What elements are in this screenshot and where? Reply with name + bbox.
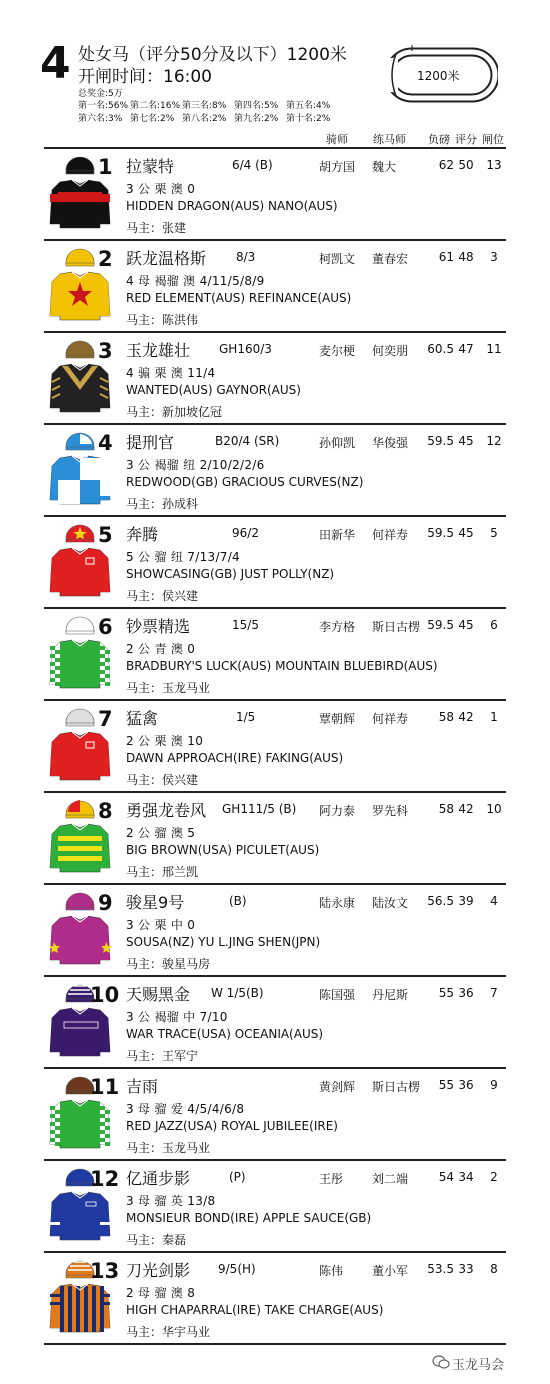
- column-gate: 闸位: [482, 133, 504, 146]
- trainer-name: 董小军: [372, 1264, 409, 1278]
- runner-row: [44, 791, 506, 883]
- trainer-name: 陆汝文: [372, 896, 409, 910]
- barrier-gate: 8: [490, 1262, 498, 1276]
- horse-rating-code: B20/4 (SR): [215, 434, 280, 448]
- horse-name: 奔腾: [126, 525, 159, 544]
- horse-rating-code: 8/3: [236, 250, 256, 264]
- saddle-number: 9: [98, 891, 113, 915]
- barrier-gate: 3: [490, 250, 498, 264]
- horse-pedigree: BRADBURY'S LUCK(AUS) MOUNTAIN BLUEBIRD(AUS): [126, 659, 438, 673]
- barrier-gate: 12: [486, 434, 502, 448]
- runner-row: [44, 147, 506, 239]
- trainer-name: 刘二端: [372, 1172, 409, 1186]
- horse-name: 提刑官: [126, 433, 175, 452]
- horse-details: 3 母 骝 爱 4/5/4/6/8: [126, 1102, 245, 1116]
- horse-score: 36: [458, 1078, 474, 1092]
- jockey-name: 陈国强: [319, 988, 356, 1002]
- horse-rating-code: 96/2: [232, 526, 259, 540]
- runner-row: [44, 1251, 506, 1343]
- column-weight: 负磅: [428, 133, 450, 146]
- runner-row: [44, 515, 506, 607]
- horse-rating-code: GH111/5 (B): [222, 802, 297, 816]
- saddle-number: 11: [90, 1075, 120, 1099]
- horse-name: 拉蒙特: [126, 157, 175, 176]
- horse-pedigree: WAR TRACE(USA) OCEANIA(AUS): [126, 1027, 324, 1041]
- carried-weight: 54: [438, 1170, 454, 1184]
- horse-name: 勇强龙卷风: [126, 801, 207, 820]
- prize-share: 第六名:3%: [78, 114, 123, 124]
- trainer-name: 何祥寿: [372, 528, 409, 542]
- runner-row: [44, 975, 506, 1067]
- jockey-name: 柯凯文: [319, 252, 356, 266]
- prize-share: 第九名:2%: [234, 114, 279, 124]
- barrier-gate: 10: [486, 802, 502, 816]
- horse-details: 3 公 栗 澳 0: [126, 182, 196, 196]
- horse-pedigree: MONSIEUR BOND(IRE) APPLE SAUCE(GB): [126, 1211, 372, 1225]
- runner-row: [44, 331, 506, 423]
- prize-share: 第二名:16%: [130, 101, 181, 111]
- barrier-gate: 7: [490, 986, 498, 1000]
- barrier-gate: 6: [490, 618, 498, 632]
- jockey-name: 麦尔梗: [319, 344, 356, 358]
- horse-score: 34: [458, 1170, 474, 1184]
- horse-rating-code: (P): [229, 1170, 246, 1184]
- jockey-name: 陈伟: [319, 1264, 344, 1278]
- horse-owner: 马主：孙成科: [126, 497, 199, 511]
- horse-rating-code: W 1/5(B): [211, 986, 264, 1000]
- horse-score: 33: [458, 1262, 474, 1276]
- horse-name: 跃龙温格斯: [126, 249, 207, 268]
- saddle-number: 13: [90, 1259, 120, 1283]
- barrier-gate: 9: [490, 1078, 498, 1092]
- horse-details: 2 公 骝 澳 5: [126, 826, 196, 840]
- horse-owner: 马主：侯兴建: [126, 773, 199, 787]
- trainer-name: 斯日古楞: [372, 620, 421, 634]
- horse-score: 39: [458, 894, 474, 908]
- prize-share: 第十名:2%: [286, 114, 331, 124]
- horse-pedigree: RED JAZZ(USA) ROYAL JUBILEE(IRE): [126, 1119, 338, 1133]
- carried-weight: 59.5: [427, 434, 454, 448]
- horse-pedigree: WANTED(AUS) GAYNOR(AUS): [126, 383, 301, 397]
- carried-weight: 55: [438, 1078, 454, 1092]
- horse-name: 玉龙雄壮: [126, 341, 191, 360]
- horse-rating-code: GH160/3: [219, 342, 272, 356]
- watermark: 玉龙马会: [452, 1358, 505, 1373]
- prize-share: 第四名:5%: [234, 101, 279, 111]
- horse-score: 42: [458, 710, 474, 724]
- horse-name: 骏星9号: [126, 893, 185, 912]
- prize-share: 第三名:8%: [182, 101, 227, 111]
- carried-weight: 59.5: [427, 526, 454, 540]
- horse-score: 50: [458, 158, 474, 172]
- horse-rating-code: 15/5: [232, 618, 259, 632]
- horse-details: 3 公 褐骝 纽 2/10/2/2/6: [126, 458, 265, 472]
- horse-owner: 马主：陈洪伟: [126, 313, 199, 327]
- saddle-number: 5: [98, 523, 113, 547]
- jockey-name: 覃朝辉: [319, 712, 356, 726]
- trainer-name: 魏大: [372, 160, 397, 174]
- horse-rating-code: 1/5: [236, 710, 256, 724]
- barrier-gate: 13: [486, 158, 502, 172]
- barrier-gate: 4: [490, 894, 498, 908]
- horse-name: 亿通步影: [126, 1169, 191, 1188]
- horse-name: 天赐黑金: [126, 985, 191, 1004]
- carried-weight: 60.5: [427, 342, 454, 356]
- horse-name: 吉雨: [126, 1077, 159, 1096]
- column-jockey: 骑师: [326, 133, 348, 146]
- race-start-time: 开闸时间：16:00: [78, 67, 212, 87]
- horse-rating-code: 6/4 (B): [232, 158, 273, 172]
- prize-share: 第八名:2%: [182, 114, 227, 124]
- horse-score: 36: [458, 986, 474, 1000]
- prize-share: 第一名:56%: [78, 101, 129, 111]
- saddle-number: 6: [98, 615, 113, 639]
- horse-details: 2 公 青 澳 0: [126, 642, 196, 656]
- saddle-number: 4: [98, 431, 113, 455]
- horse-details: 2 公 栗 澳 10: [126, 734, 204, 748]
- trainer-name: 华俊强: [372, 436, 409, 450]
- saddle-number: 10: [90, 983, 120, 1007]
- carried-weight: 61: [438, 250, 454, 264]
- runner-list: [44, 147, 506, 1345]
- runner-row: [44, 607, 506, 699]
- runner-row: [44, 1159, 506, 1251]
- horse-owner: 马主：邢兰凯: [126, 865, 199, 879]
- horse-rating-code: (B): [229, 894, 247, 908]
- jockey-name: 陆永康: [319, 896, 356, 910]
- track-distance-label: 1200米: [417, 69, 460, 83]
- horse-owner: 马主：玉龙马业: [126, 681, 211, 695]
- list-bottom-rule: [44, 1343, 506, 1345]
- horse-owner: 马主：华宇马业: [126, 1325, 211, 1339]
- saddle-number: 1: [98, 155, 113, 179]
- runner-row: [44, 239, 506, 331]
- horse-owner: 马主：张建: [126, 221, 187, 235]
- horse-pedigree: SOUSA(NZ) YU L.JING SHEN(JPN): [126, 935, 321, 949]
- horse-details: 5 公 骝 纽 7/13/7/4: [126, 550, 240, 564]
- trainer-name: 何祥寿: [372, 712, 409, 726]
- jockey-name: 王彤: [319, 1172, 344, 1186]
- horse-details: 4 母 褐骝 澳 4/11/5/8/9: [126, 274, 265, 288]
- carried-weight: 55: [438, 986, 454, 1000]
- horse-owner: 马主：玉龙马业: [126, 1141, 211, 1155]
- saddle-number: 8: [98, 799, 113, 823]
- horse-owner: 马主：秦磊: [126, 1233, 187, 1247]
- trainer-name: 丹尼斯: [372, 988, 409, 1002]
- horse-score: 45: [458, 526, 474, 540]
- barrier-gate: 2: [490, 1170, 498, 1184]
- jockey-name: 李方格: [319, 620, 356, 634]
- barrier-gate: 1: [490, 710, 498, 724]
- prize-share: 第五名:4%: [286, 101, 331, 111]
- saddle-number: 2: [98, 247, 113, 271]
- horse-score: 45: [458, 618, 474, 632]
- horse-owner: 马主：骏星马房: [126, 957, 211, 971]
- horse-pedigree: REDWOOD(GB) GRACIOUS CURVES(NZ): [126, 475, 364, 489]
- trainer-name: 何奕朋: [372, 344, 409, 358]
- race-header: [0, 0, 550, 148]
- runner-row: [44, 883, 506, 975]
- wechat-icon: [432, 1354, 450, 1370]
- horse-owner: 马主：王军宁: [126, 1049, 199, 1063]
- horse-pedigree: HIGH CHAPARRAL(IRE) TAKE CHARGE(AUS): [126, 1303, 384, 1317]
- carried-weight: 53.5: [427, 1262, 454, 1276]
- horse-details: 3 母 骝 英 13/8: [126, 1194, 216, 1208]
- race-number: 4: [40, 38, 71, 89]
- horse-pedigree: SHOWCASING(GB) JUST POLLY(NZ): [126, 567, 335, 581]
- horse-pedigree: HIDDEN DRAGON(AUS) NANO(AUS): [126, 199, 338, 213]
- prize-distribution-row-1: [78, 98, 338, 111]
- prize-distribution-row-2: [78, 111, 338, 124]
- runner-row: [44, 1067, 506, 1159]
- carried-weight: 62: [438, 158, 454, 172]
- saddle-number: 7: [98, 707, 113, 731]
- horse-name: 钞票精选: [126, 617, 191, 636]
- horse-pedigree: DAWN APPROACH(IRE) FAKING(AUS): [126, 751, 344, 765]
- trainer-name: 斯日古楞: [372, 1080, 421, 1094]
- horse-details: 3 公 栗 中 0: [126, 918, 196, 932]
- horse-name: 刀光剑影: [126, 1261, 191, 1280]
- saddle-number: 3: [98, 339, 113, 363]
- horse-owner: 马主：侯兴建: [126, 589, 199, 603]
- horse-details: 3 公 褐骝 中 7/10: [126, 1010, 228, 1024]
- horse-score: 45: [458, 434, 474, 448]
- runner-row: [44, 423, 506, 515]
- runner-row: [44, 699, 506, 791]
- jockey-name: 阿力泰: [319, 804, 356, 818]
- horse-rating-code: 9/5(H): [218, 1262, 256, 1276]
- carried-weight: 56.5: [427, 894, 454, 908]
- horse-score: 47: [458, 342, 474, 356]
- barrier-gate: 5: [490, 526, 498, 540]
- saddle-number: 12: [90, 1167, 120, 1191]
- carried-weight: 58: [438, 802, 454, 816]
- total-prize: 总奖金:5万: [78, 89, 123, 99]
- horse-details: 4 骟 栗 澳 11/4: [126, 366, 216, 380]
- race-title: 处女马（评分50分及以下）1200米: [78, 45, 347, 65]
- horse-details: 2 母 骝 澳 8: [126, 1286, 196, 1300]
- jockey-name: 孙仰凯: [319, 436, 356, 450]
- carried-weight: 59.5: [427, 618, 454, 632]
- carried-weight: 58: [438, 710, 454, 724]
- trainer-name: 董春宏: [372, 252, 409, 266]
- jockey-name: 田新华: [319, 528, 356, 542]
- horse-name: 猛禽: [126, 709, 159, 728]
- horse-pedigree: RED ELEMENT(AUS) REFINANCE(AUS): [126, 291, 352, 305]
- trainer-name: 罗先科: [372, 804, 409, 818]
- horse-pedigree: BIG BROWN(USA) PICULET(AUS): [126, 843, 320, 857]
- column-trainer: 练马师: [373, 133, 406, 146]
- barrier-gate: 11: [486, 342, 502, 356]
- jockey-name: 胡方国: [319, 160, 356, 174]
- horse-score: 42: [458, 802, 474, 816]
- prize-share: 第七名:2%: [130, 114, 175, 124]
- horse-owner: 马主：新加坡亿冠: [126, 405, 223, 419]
- horse-score: 48: [458, 250, 474, 264]
- column-score: 评分: [455, 133, 477, 146]
- jockey-name: 黄剑辉: [319, 1080, 356, 1094]
